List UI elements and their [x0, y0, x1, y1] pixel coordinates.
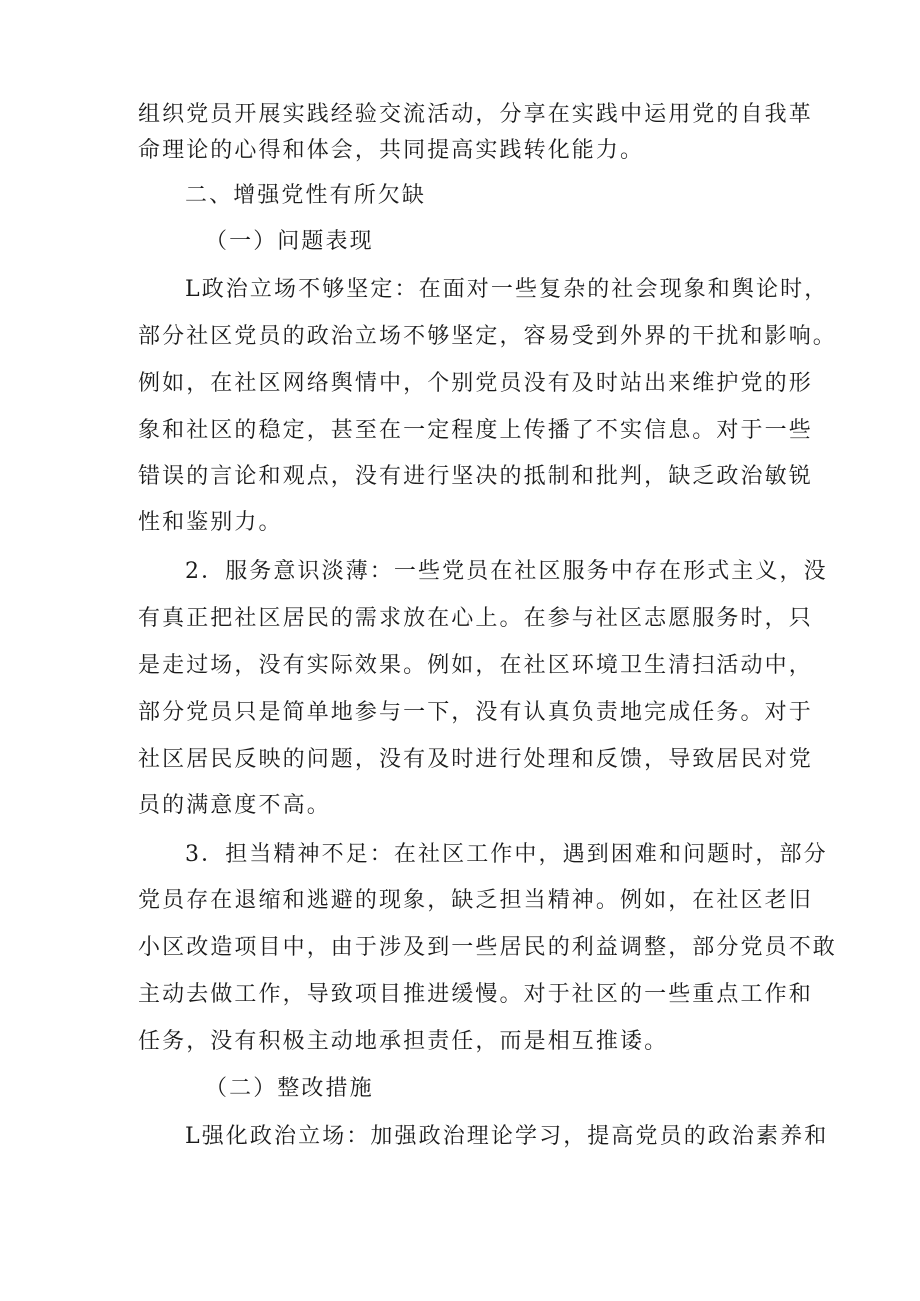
paragraph-line: 错误的言论和观点，没有进行坚决的抵制和批判，缺乏政治敏锐 — [138, 464, 813, 489]
paragraph-line: 性和鉴别力。 — [138, 510, 283, 535]
paragraph-line: 部分党员只是简单地参与一下，没有认真负责地完成任务。对于 — [138, 700, 813, 725]
section-heading: 二、增强党性有所欠缺 — [185, 183, 427, 208]
paragraph-line: 命理论的心得和体会，共同提高实践转化能力。 — [138, 138, 645, 163]
paragraph-line: 象和社区的稳定，甚至在一定程度上传播了不实信息。对于一些 — [138, 418, 813, 443]
paragraph-line: 员的满意度不高。 — [138, 793, 331, 818]
paragraph-line: 任务，没有积极主动地承担责任，而是相互推诿。 — [138, 1029, 669, 1054]
paragraph-line: 小区改造项目中，由于涉及到一些居民的利益调整，部分党员不敢 — [138, 935, 837, 960]
paragraph-line: 社区居民反映的问题，没有及时进行处理和反馈，导致居民对党 — [138, 747, 813, 772]
paragraph-line: 是走过场，没有实际效果。例如，在社区环境卫生清扫活动中， — [138, 653, 813, 678]
paragraph-line: L政治立场不够坚定：在面对一些复杂的社会现象和舆论时， — [185, 277, 829, 302]
paragraph-line: 2．服务意识淡薄：一些党员在社区服务中存在形式主义，没 — [185, 559, 828, 584]
paragraph-line: L强化政治立场：加强政治理论学习，提高党员的政治素养和 — [185, 1124, 829, 1149]
paragraph-line: 部分社区党员的政治立场不够坚定，容易受到外界的干扰和影响。 — [138, 324, 837, 349]
paragraph-line: 有真正把社区居民的需求放在心上。在参与社区志愿服务时，只 — [138, 606, 813, 631]
paragraph-line: 主动去做工作，导致项目推进缓慢。对于社区的一些重点工作和 — [138, 982, 813, 1007]
subsection-heading: （二）整改措施 — [205, 1076, 374, 1101]
paragraph-line: 3．担当精神不足：在社区工作中，遇到困难和问题时，部分 — [185, 842, 828, 867]
paragraph-line: 组织党员开展实践经验交流活动，分享在实践中运用党的自我革 — [138, 102, 813, 127]
paragraph-line: 例如，在社区网络舆情中，个别党员没有及时站出来维护党的形 — [138, 371, 813, 396]
subsection-heading: （一）问题表现 — [205, 229, 374, 254]
paragraph-line: 党员存在退缩和逃避的现象，缺乏担当精神。例如，在社区老旧 — [138, 888, 813, 913]
